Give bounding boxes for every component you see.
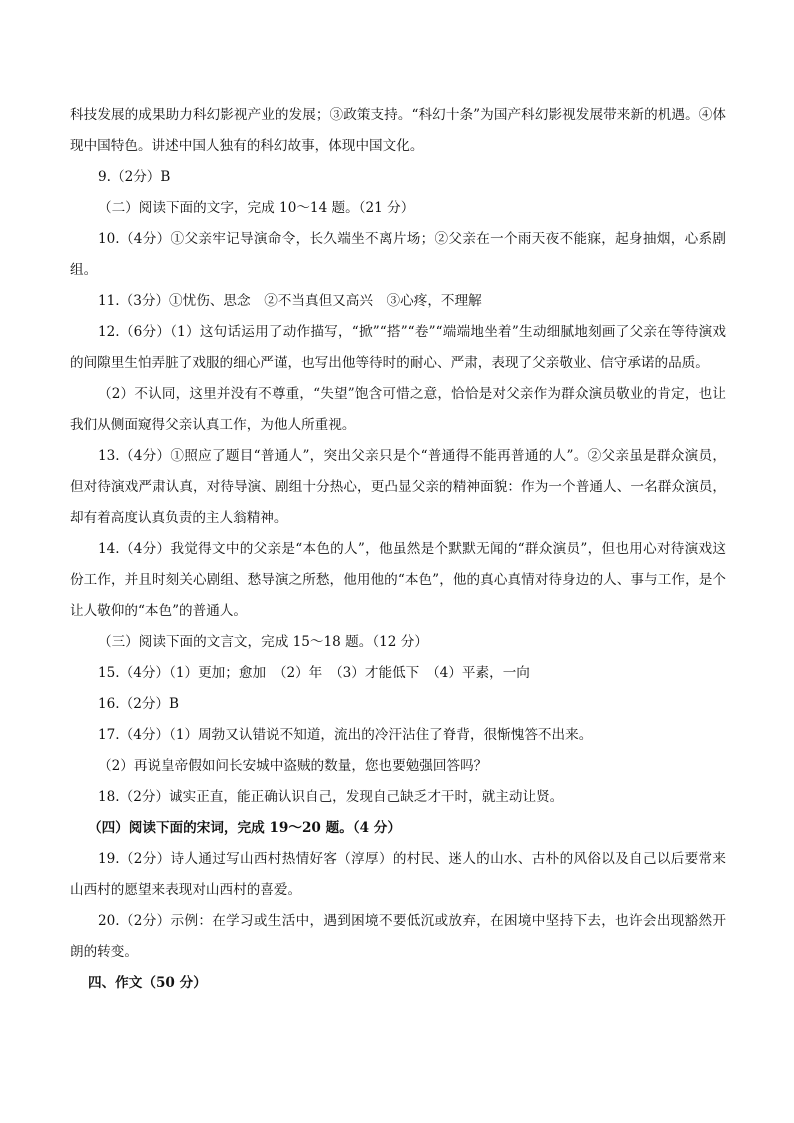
- answer-12-part-2: （2）不认同，这里并没有不尊重，“失望”饱含可惜之意，恰恰是对父亲作为群众演员敬业的肯定，也让我们从侧面窥得父亲认真工作，为他人所重视。: [70, 386, 726, 433]
- answer-17-part-2: （2）再说皇帝假如问长安城中盗贼的数量，您也要勉强回答吗？: [98, 758, 488, 774]
- section-4-heading: （四）阅读下面的宋词，完成 19～20 题。（4 分）: [88, 820, 401, 836]
- answer-18: 18.（2分）诚实正直，能正确认识自己，发现自己缺乏才干时，就主动让贤。: [98, 789, 564, 805]
- answer-19: 19.（2分）诗人通过写山西村热情好客（淳厚）的村民、迷人的山水、古朴的风俗以及自己以后要常来山西村的愿望来表现对山西村的喜爱。: [70, 851, 726, 898]
- part-4-essay-heading: 四、作文（50 分）: [88, 975, 207, 991]
- answer-key-body: [70, 100, 726, 999]
- section-2-heading: （二）阅读下面的文字，完成 10～14 题。（21 分）: [98, 200, 415, 216]
- answer-8-continuation: 科技发展的成果助力科幻影视产业的发展；③政策支持。“科幻十条”为国产科幻影视发展带来新的机遇。④体现中国特色。讲述中国人独有的科幻故事，体现中国文化。: [70, 107, 726, 154]
- answer-10: 10.（4分）①父亲牢记导演命令，长久端坐不离片场；②父亲在一个雨天夜不能寐，起身抽烟，心系剧组。: [70, 231, 726, 278]
- answer-11: 11.（3分）①忧伤、思念 ②不当真但又高兴 ③心疼，不理解: [98, 293, 482, 309]
- answer-12-part-1: 12.（6分）（1）这句话运用了动作描写，“掀”“搭”“卷”“端端地坐着”生动细腻地刻画了父亲在等待演戏的间隙里生怕弄脏了戏服的细心严谨，也写出他等待时的耐心、严肃，表现了父亲敬业、信守承诺的品质。: [70, 324, 726, 371]
- answer-16: 16.（2分）B: [98, 696, 180, 712]
- answer-20: 20.（2分）示例：在学习或生活中，遇到困境不要低沉或放弃，在困境中坚持下去，也许会出现豁然开朗的转变。: [70, 913, 726, 960]
- answer-14: 14.（4分）我觉得文中的父亲是“本色的人”，他虽然是个默默无闻的“群众演员”，但也用心对待演戏这份工作，并且时刻关心剧组、愁导演之所愁，他用他的“本色”，他的真心真情对待身边的人、事与工作，是个让人敬仰的“本色”的普通人。: [70, 541, 726, 619]
- answer-9: 9.（2分）B: [98, 169, 171, 185]
- answer-17-part-1: 17.（4分）（1）周勃又认错说不知道，流出的冷汗沾住了脊背，很惭愧答不出来。: [98, 727, 593, 743]
- answer-13: 13.（4分）①照应了题目“普通人”，突出父亲只是个“普通得不能再普通的人”。②父亲虽是群众演员，但对待演戏严肃认真，对待导演、剧组十分热心，更凸显父亲的精神面貌：作为一个普通人、一名群众演员，却有着高度认真负责的主人翁精神。: [70, 448, 726, 526]
- answer-15: 15.（4分）（1）更加；愈加 （2）年 （3）才能低下 （4）平素，一向: [98, 665, 530, 681]
- section-3-heading: （三）阅读下面的文言文，完成 15～18 题。（12 分）: [98, 634, 428, 650]
